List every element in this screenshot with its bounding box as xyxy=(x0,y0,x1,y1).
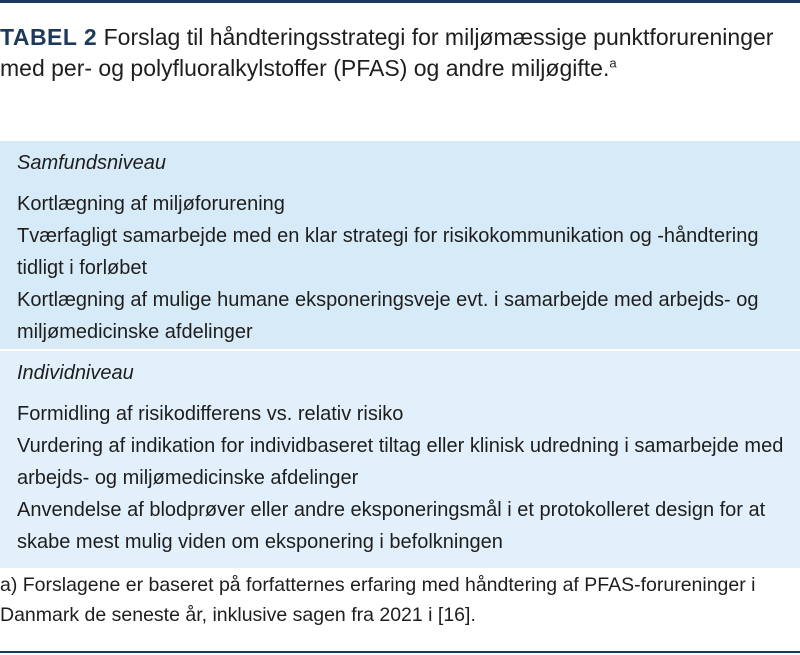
table-title-text: Forslag til håndteringsstrategi for miljømæssige punktforureninger med per- og polyfluoralkylstoffer (PFAS) og andre miljøgifte. xyxy=(0,24,774,81)
bottom-rule xyxy=(0,651,800,653)
section-item: Formidling af risikodifferens vs. relativ risiko xyxy=(17,403,404,425)
section-samfundsniveau xyxy=(0,141,800,349)
section-individniveau xyxy=(0,351,800,568)
section-item: Anvendelse af blodprøver eller andre eksponeringsmål i et protokolleret design for at skabe mest mulig viden om eksponering i befolkningen xyxy=(17,499,766,553)
section-item: Tværfagligt samarbejde med en klar strategi for risikokommunikation og -håndtering tidligt i forløbet xyxy=(17,225,759,279)
top-rule xyxy=(0,0,800,3)
section-heading: Individniveau xyxy=(17,362,134,384)
section-item: Kortlægning af mulige humane eksponeringsveje evt. i samarbejde med arbejds- og miljømedicinske afdelinger xyxy=(17,289,759,343)
section-heading: Samfundsniveau xyxy=(17,152,166,174)
table-title xyxy=(0,22,790,84)
section-item: Vurdering af indikation for individbaseret tiltag eller klinisk udredning i samarbejde med arbejds- og miljømedicinske afdelinger xyxy=(17,435,784,489)
section-item: Kortlægning af miljøforurening xyxy=(17,193,285,215)
table-label: TABEL 2 xyxy=(0,24,98,50)
title-footnote-marker: a xyxy=(609,55,617,71)
table-footnote: a) Forslagene er baseret på forfatternes erfaring med håndtering af PFAS-forureninger i Danmark de seneste år, inklusive sagen fra 2021 i [16]. xyxy=(0,574,756,626)
